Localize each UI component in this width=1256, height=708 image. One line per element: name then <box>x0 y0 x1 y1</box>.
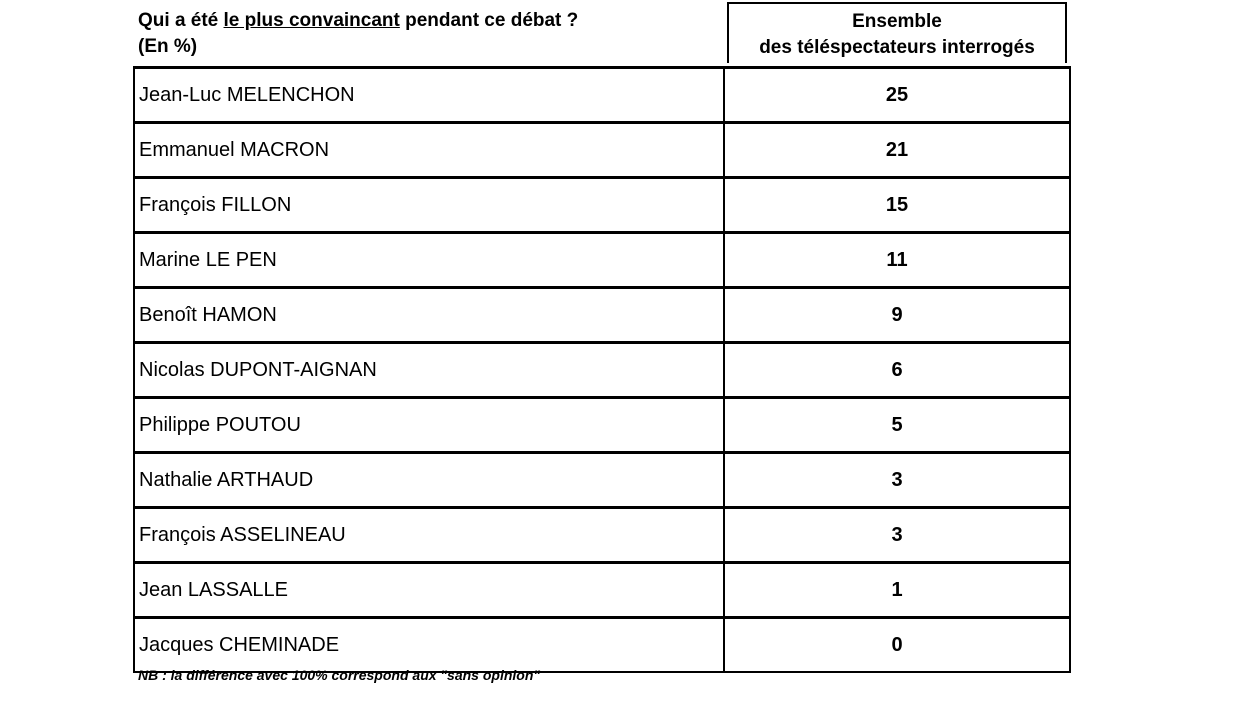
candidate-value: 0 <box>891 634 903 656</box>
table-row <box>135 176 1069 231</box>
candidate-value: 21 <box>885 139 909 161</box>
candidate-value: 3 <box>891 469 903 491</box>
candidate-name: Nicolas DUPONT-AIGNAN <box>135 344 725 396</box>
candidate-name: Benoît HAMON <box>135 289 725 341</box>
table-row <box>135 121 1069 176</box>
candidate-value: 25 <box>885 84 909 106</box>
question-title <box>138 8 578 60</box>
column-header-line2: des téléspectateurs interrogés <box>759 37 1035 58</box>
candidate-value: 6 <box>891 359 903 381</box>
question-suffix: pendant ce débat ? <box>399 10 579 31</box>
table-row <box>135 286 1069 341</box>
candidate-name: Nathalie ARTHAUD <box>135 454 725 506</box>
candidate-value: 3 <box>891 524 903 546</box>
candidate-value: 9 <box>891 304 903 326</box>
candidate-name: Marine LE PEN <box>135 234 725 286</box>
table-row <box>135 231 1069 286</box>
candidate-name: Emmanuel MACRON <box>135 124 725 176</box>
candidate-name: Jacques CHEMINADE <box>135 619 725 671</box>
candidate-name: Jean-Luc MELENCHON <box>135 69 725 121</box>
table-row <box>135 451 1069 506</box>
table-body <box>133 66 1071 673</box>
candidate-value: 15 <box>885 194 909 216</box>
candidate-name: Jean LASSALLE <box>135 564 725 616</box>
column-header <box>727 2 1067 63</box>
table-row <box>135 66 1069 121</box>
unit-line: (En %) <box>138 36 198 57</box>
table-row <box>135 506 1069 561</box>
table-row <box>135 561 1069 616</box>
candidate-name: François FILLON <box>135 179 725 231</box>
candidate-name: Philippe POUTOU <box>135 399 725 451</box>
question-underlined: le plus convaincant <box>223 10 400 31</box>
results-table <box>133 2 1071 673</box>
candidate-value: 1 <box>891 579 903 601</box>
table-row <box>135 396 1069 451</box>
column-header-line1: Ensemble <box>852 11 942 32</box>
table-row <box>135 341 1069 396</box>
question-prefix: Qui a été <box>138 10 224 31</box>
candidate-value: 11 <box>886 249 908 271</box>
candidate-value: 5 <box>891 414 903 436</box>
table-header <box>133 2 1071 66</box>
candidate-name: François ASSELINEAU <box>135 509 725 561</box>
table-row <box>135 616 1069 671</box>
footnote: NB : la différence avec 100% correspond aux "sans opinion" <box>138 667 541 683</box>
